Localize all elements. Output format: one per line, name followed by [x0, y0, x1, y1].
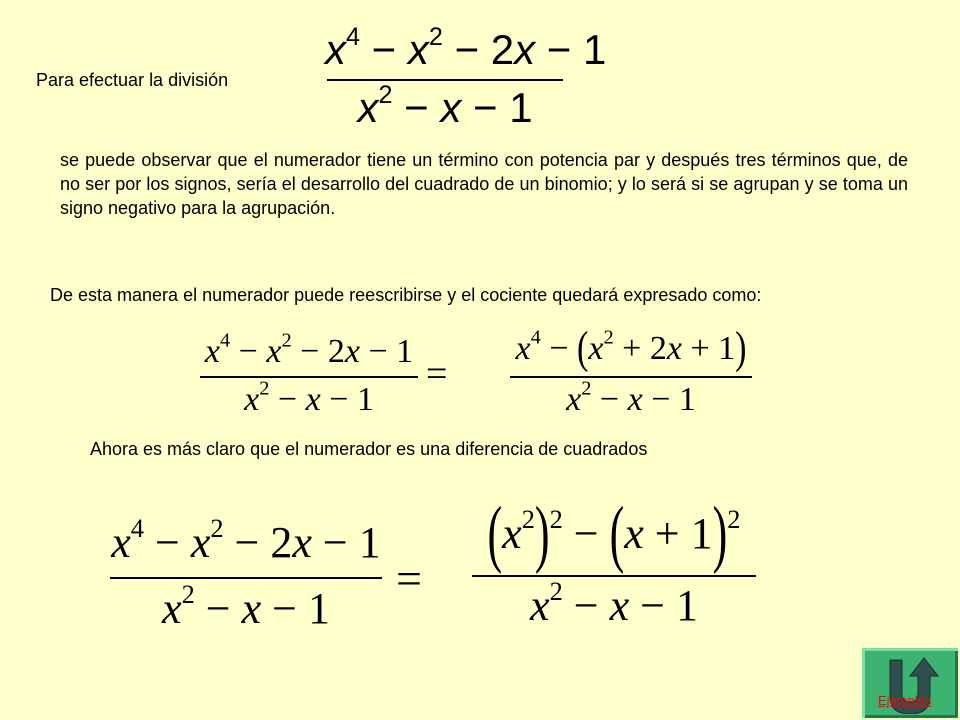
difference-formula-left: $x^4 - x^2 - 2x - 1$ $x^2 - x - 1$ [111, 513, 381, 633]
intro-label: Para efectuar la división [36, 70, 229, 90]
rewritten-formula-right: $x^4 - (x^2 + 2x + 1)$ $x^2 - x - 1$ [508, 326, 754, 422]
paragraph-observation: se puede observar que el numerador tiene un término con potencia par y después tres términos que, de no ser por los signos, sería el desarrollo del cuadrado de un binomio; y lo será si se agrupan y se toma un signo negativo para la agrupación. [60, 150, 908, 218]
paragraph-difference-of-squares: Ahora es más claro que el numerador es una diferencia de cuadrados [90, 439, 648, 459]
equals-sign: = [426, 353, 448, 395]
equals-sign-2: = [396, 553, 422, 604]
division-formula: $x^4 - x^2 - 2x - 1$ $x^2 - x - 1$ [325, 23, 607, 131]
examples-link[interactable]: Ejemplos [878, 693, 932, 708]
difference-formula-right: $(x^2)^2 - (x + 1)^2$ $x^2 - x - 1$ [470, 494, 758, 634]
rewritten-formula-left: $x^4 - x^2 - 2x - 1$ $x^2 - x - 1$ [198, 330, 420, 422]
paragraph-rewrite: De esta manera el numerador puede reescribirse y el cociente quedará expresado como: [50, 285, 762, 305]
